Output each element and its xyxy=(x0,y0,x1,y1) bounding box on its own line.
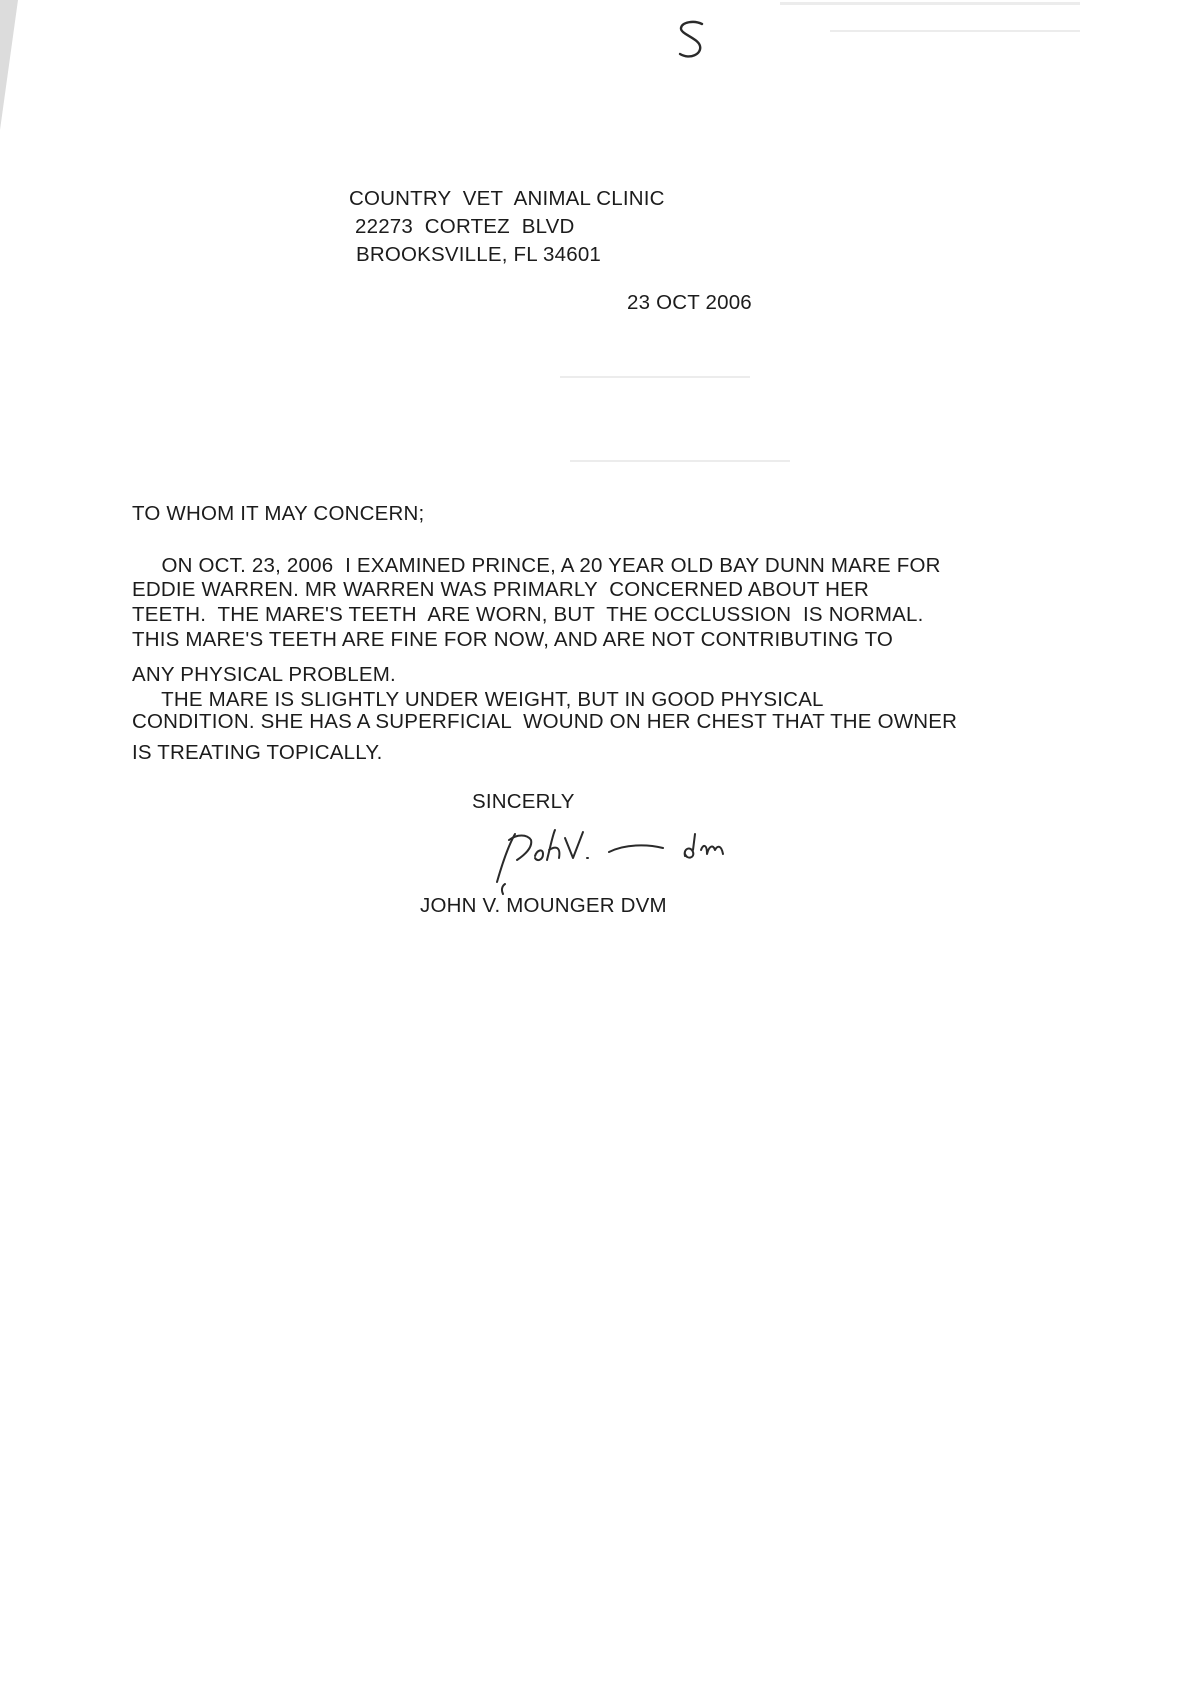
show-through-mark xyxy=(780,2,1080,5)
show-through-mark xyxy=(560,376,750,378)
show-through-mark xyxy=(830,30,1080,32)
clinic-street: 22273 CORTEZ BLVD xyxy=(355,215,575,238)
clinic-name: COUNTRY VET ANIMAL CLINIC xyxy=(349,187,665,210)
body-line: ANY PHYSICAL PROBLEM. xyxy=(132,663,396,686)
body-line: ON OCT. 23, 2006 I EXAMINED PRINCE, A 20 YEAR OLD BAY DUNN MARE FOR xyxy=(132,554,941,577)
body-line: CONDITION. SHE HAS A SUPERFICIAL WOUND ON HER CHEST THAT THE OWNER xyxy=(132,710,958,733)
scan-shadow xyxy=(0,0,18,130)
body-line: THIS MARE'S TEETH ARE FINE FOR NOW, AND ARE NOT CONTRIBUTING TO xyxy=(132,628,894,651)
letter-date: 23 OCT 2006 xyxy=(627,291,752,314)
body-line: TEETH. THE MARE'S TEETH ARE WORN, BUT THE OCCLUSSION IS NORMAL. xyxy=(132,603,924,626)
handwritten-signature xyxy=(487,820,767,902)
handwritten-page-number xyxy=(672,18,712,62)
show-through-mark xyxy=(570,460,790,462)
body-line: THE MARE IS SLIGHTLY UNDER WEIGHT, BUT IN GOOD PHYSICAL xyxy=(132,688,824,711)
body-line: EDDIE WARREN. MR WARREN WAS PRIMARLY CONCERNED ABOUT HER xyxy=(132,578,869,601)
body-line: IS TREATING TOPICALLY. xyxy=(132,741,383,764)
closing: SINCERLY xyxy=(472,790,575,813)
salutation: TO WHOM IT MAY CONCERN; xyxy=(132,502,425,525)
clinic-city: BROOKSVILLE, FL 34601 xyxy=(356,243,602,266)
signatory-name: JOHN V. MOUNGER DVM xyxy=(420,894,667,917)
